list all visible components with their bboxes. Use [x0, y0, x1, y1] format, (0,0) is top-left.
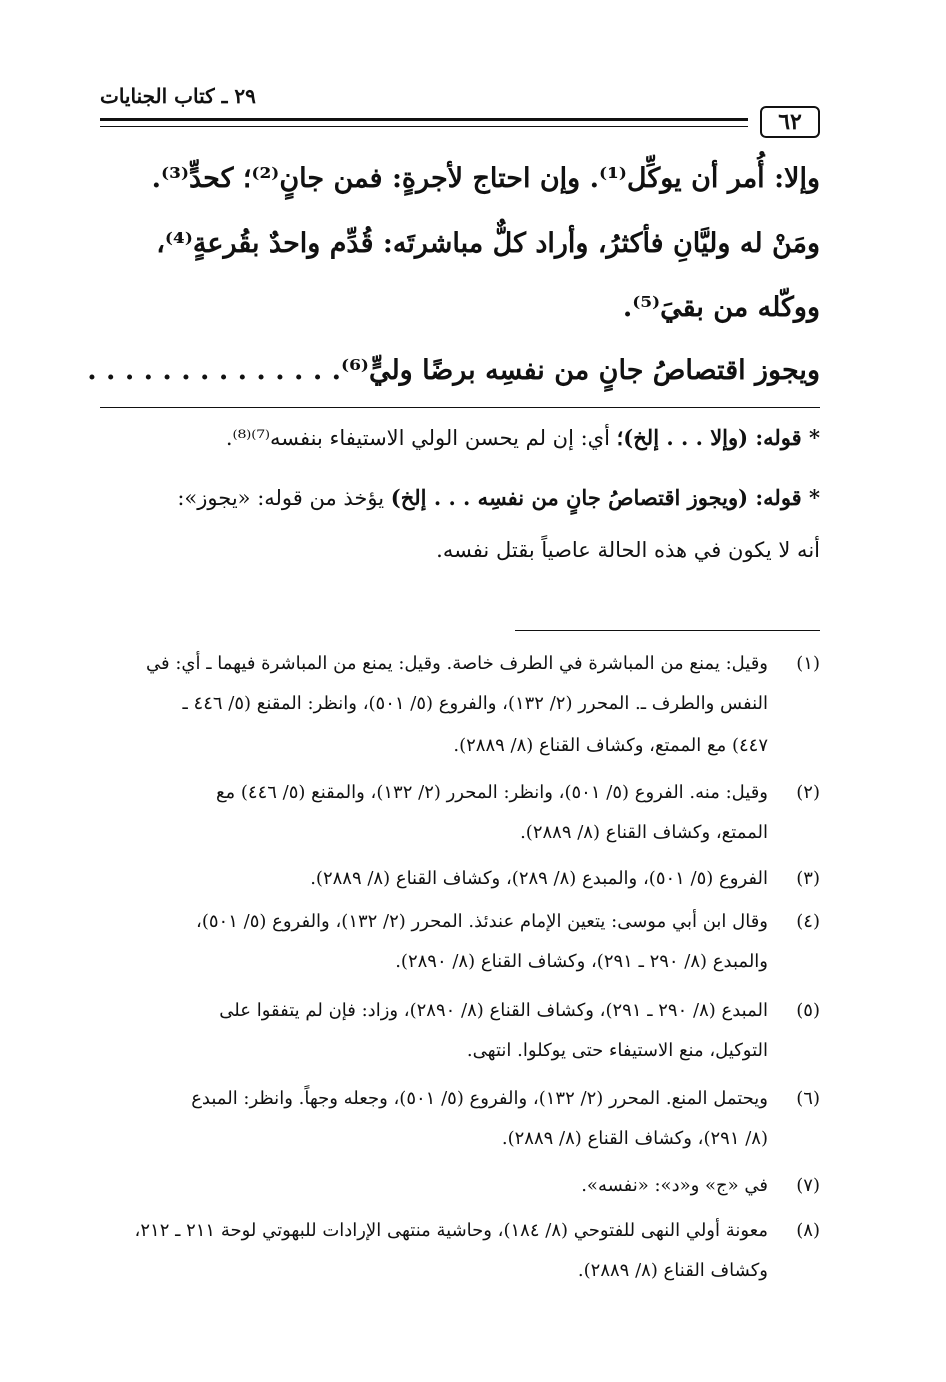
footnote-line: الممتع، وكشاف القناع (٨/ ٢٨٨٩). [520, 822, 768, 843]
main-text-line: ووكّله من بقيَ⁽⁵⁾. [622, 292, 820, 323]
footnote-line: الفروع (٥/ ٥٠١)، والمبدع (٨/ ٢٨٩)، وكشاف القناع (٨/ ٢٨٨٩). [310, 868, 768, 889]
footnote-line: وكشاف القناع (٨/ ٢٨٨٩). [577, 1260, 768, 1281]
commentary-lead: * قوله: (ويجوز اقتصاصُ جانٍ من نفسِه . . . إلخ) [390, 485, 820, 510]
footnote-rule [515, 630, 820, 631]
footnote-line: ٤٤٧) مع الممتع، وكشاف القناع (٨/ ٢٨٨٩). [453, 735, 768, 756]
footnote-number: (٧) [796, 1175, 820, 1196]
commentary-lead: * قوله: (وإلا . . . إلخ)؛ [616, 425, 820, 450]
footnote-number: (٤) [796, 911, 820, 932]
commentary-text: أي: إن لم يحسن الولي الاستيفاء بنفسه⁽⁷⁾⁽⁸⁾. [225, 426, 617, 450]
commentary-line [100, 537, 820, 562]
footnote-number: (٦) [796, 1088, 820, 1109]
main-text-line: وإلا: أُمر أن يوكِّل⁽¹⁾. وإن احتاج لأجرةٍ: فمن جانٍ⁽²⁾؛ كحدٍّ⁽³⁾. [151, 163, 820, 194]
footnote-number: (٣) [796, 868, 820, 889]
footnote-line: معونة أولي النهى للفتوحي (٨/ ١٨٤)، وحاشية منتهى الإرادات للبهوتي لوحة ٢١١ ـ ٢١٢، [134, 1220, 768, 1241]
footnote-number: (١) [796, 653, 820, 674]
footnote-line: وقيل: منه. الفروع (٥/ ٥٠١)، وانظر: المحرر (٢/ ١٣٢)، والمقنع (٥/ ٤٤٦) مع [215, 782, 768, 803]
header-rule-thin [100, 126, 748, 127]
footnote-line: التوكيل، منع الاستيفاء حتى يوكلوا. انتهى. [466, 1040, 768, 1061]
footnote-line: (٨/ ٢٩١)، وكشاف القناع (٨/ ٢٨٨٩). [501, 1128, 768, 1149]
chapter-title: ٢٩ ـ كتاب الجنايات [100, 84, 256, 108]
main-text-line: ومَنْ له وليَّانِ فأكثرُ، وأراد كلٌّ مباشرتَه: قُدِّم واحدٌ بقُرعةٍ⁽⁴⁾، [156, 228, 820, 259]
footnote-line: وقيل: يمنع من المباشرة في الطرف خاصة. وقيل: يمنع من المباشرة فيهما ـ أي: في [146, 653, 768, 674]
main-text-line: ويجوز اقتصاصُ جانٍ من نفسِه برضًا وليٍّ⁽⁶⁾. . . . . . . . . . . . . . [87, 355, 820, 386]
commentary-text: يؤخذ من قوله: «يجوز»: [177, 486, 391, 510]
commentary-line [100, 485, 820, 510]
page-number: ٦٢ [778, 109, 802, 135]
page-number-box [760, 106, 820, 138]
footnote-line: النفس والطرف ـ. المحرر (٢/ ١٣٢)، والفروع (٥/ ٥٠١)، وانظر: المقنع (٥/ ٤٤٦ ـ [182, 693, 768, 714]
page-header [100, 78, 820, 148]
footnote-line: وقال ابن أبي موسى: يتعين الإمام عندئذ. المحرر (٢/ ١٣٢)، والفروع (٥/ ٥٠١)، [196, 911, 768, 932]
commentary-text: أنه لا يكون في هذه الحالة عاصياً بقتل نفسه. [436, 538, 820, 562]
main-separator [100, 407, 820, 408]
header-rule-thick [100, 118, 748, 121]
footnote-line: في «ج» و«د»: «نفسه». [581, 1175, 768, 1196]
footnote-number: (٨) [796, 1220, 820, 1241]
commentary-line [100, 425, 820, 450]
footnote-number: (٢) [796, 782, 820, 803]
footnote-line: المبدع (٨/ ٢٩٠ ـ ٢٩١)، وكشاف القناع (٨/ ٢٨٩٠)، وزاد: فإن لم يتفقوا على [219, 1000, 768, 1021]
footnote-number: (٥) [796, 1000, 820, 1021]
footnote-line: والمبدع (٨/ ٢٩٠ ـ ٢٩١)، وكشاف القناع (٨/ ٢٨٩٠). [395, 951, 768, 972]
footnote-line: ويحتمل المنع. المحرر (٢/ ١٣٢)، والفروع (٥/ ٥٠١)، وجعله وجهاً. وانظر: المبدع [191, 1088, 768, 1109]
